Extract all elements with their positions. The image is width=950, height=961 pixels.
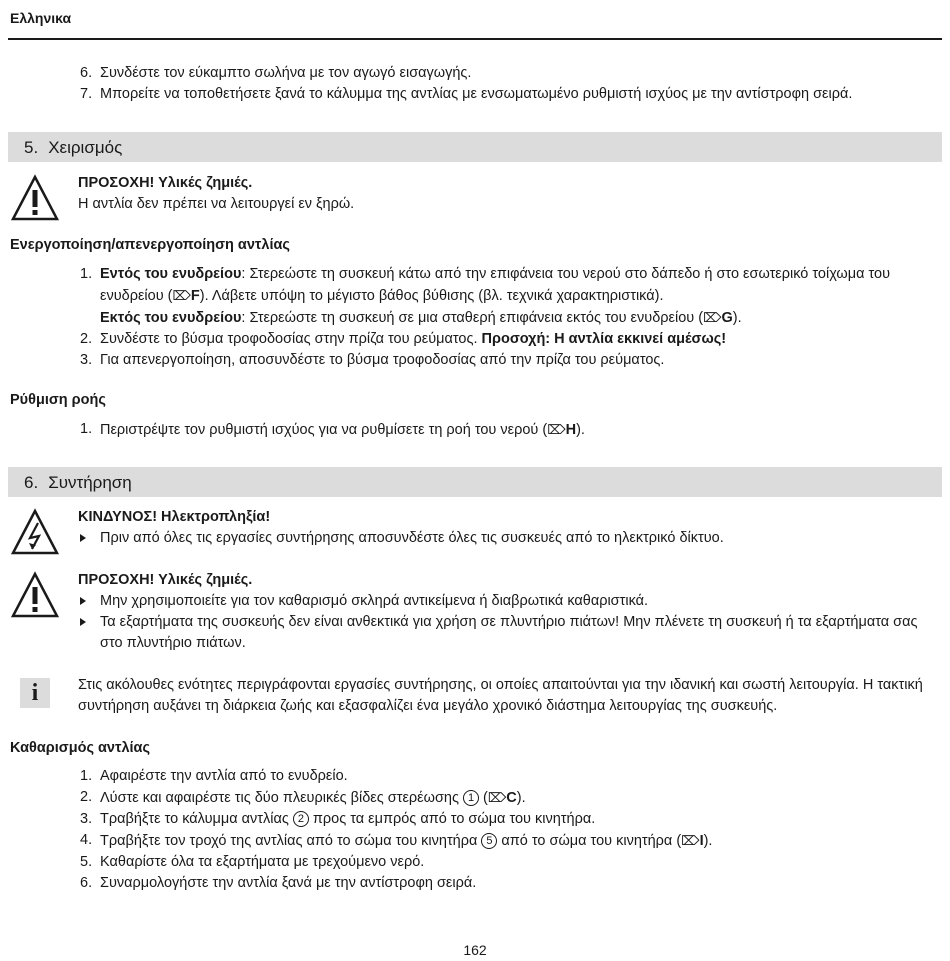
figure-ref-icon: ⌦ [487,790,507,805]
caution-notice [78,570,938,654]
warning-triangle-icon [10,571,60,619]
subheading-flow: Ρύθμιση ροής [10,392,106,408]
electric-shock-warning-icon [10,508,60,556]
figure-ref-icon: ⌦ [703,310,722,325]
subheading-cleaning: Καθαρισμός αντλίας [10,740,151,756]
list-item: 1. Περιστρέψτε τον ρυθμιστή ισχύος για να ρυθμίσετε τη ροή του νερού (⌦H). [80,421,585,438]
danger-title: ΚΙΝΔΥΝΟΣ! Ηλεκτροπληξία! [78,509,271,525]
info-note: Στις ακόλουθες ενότητες περιγράφονται εργασίες συντήρησης, οι οποίες απαιτούνται για την ιδανική και σωστή λειτουργία. Η τακτική συντήρηση αυξάνει τη διάρκεια ζωής και εξασφαλίζει ένα μεγάλο χρονικό διάστημα λειτουργίας της συσκευής. [78,677,923,714]
caution-title: ΠΡΟΣΟΧΗ! Υλικές ζημιές. [78,572,253,588]
warning-triangle-icon [10,174,60,222]
list-item: 4. Τραβήξτε τον τροχό της αντλίας από το σώμα του κινητήρα 5 από το σώμα του κινητήρα (⌦I). [80,832,713,849]
header-rule [8,38,942,40]
list-item: 2. Συνδέστε το βύσμα τροφοδοσίας στην πρίζα του ρεύματος. Προσοχή: Η αντλία εκκινεί αμέσως! [80,331,727,347]
list-item: 6. Συναρμολογήστε την αντλία ξανά με την αντίστροφη σειρά. [80,875,477,891]
list-item: 3. Για απενεργοποίηση, αποσυνδέστε το βύσμα τροφοδοσίας από την πρίζα του ρεύματος. [80,352,665,368]
figure-ref-icon: ⌦ [172,288,191,303]
intro-steps [80,63,940,105]
list-item: 1. Αφαιρέστε την αντλία από το ενυδρείο. [80,768,348,784]
caution-text: Η αντλία δεν πρέπει να λειτουργεί εν ξηρώ. [78,196,355,212]
list-item: 3. Τραβήξτε το κάλυμμα αντλίας 2 προς τα εμπρός από το σώμα του κινητήρα. [80,811,596,827]
figure-ref-icon: ⌦ [681,833,700,848]
page-number: 162 [463,942,487,958]
flow-steps [80,419,940,441]
info-icon: i [20,678,50,708]
list-item: 7. Μπορείτε να τοποθετήσετε ξανά το κάλυμμα της αντλίας με ενσωματωμένο ρυθμιστή ισχύος με την αντίστροφη σειρά. [80,86,853,102]
list-item: 2. Λύστε και αφαιρέστε τις δύο πλευρικές βίδες στερέωσης 1 (⌦C). [80,789,526,806]
on-off-steps [80,264,940,371]
danger-notice [78,507,938,549]
figure-ref-icon: ⌦ [547,422,566,437]
list-item: Τα εξαρτήματα της συσκευής δεν είναι ανθεκτικά για χρήση σε πλυντήριο πιάτων! Μην πλένετε τη συσκευή ή τα εξαρτήματα σας στο πλυντήριο πιάτων. [78,612,938,654]
section-heading-6: 6. Συντήρηση [8,467,942,497]
list-item: 1. Εντός του ενυδρείου: Στερεώστε τη συσκευή κάτω από την επιφάνεια του νερού στο δάπεδο ή στο εσωτερικό τοίχωμα του ενυδρείου (⌦F). Λάβετε υπόψη το μέγιστο βάθος βύθισης (βλ. τεχνικά χαρακτηριστικά). Εκτός του ενυδρείου: Στερεώστε τη συσκευή σε μια σταθερή επιφάνεια εκτός του ενυδρείου (⌦G). [80,266,891,326]
caution-notice [78,173,938,215]
part-number-badge: 1 [463,790,479,806]
part-number-badge: 2 [293,811,309,827]
section-heading-5: 5. Χειρισμός [8,132,942,162]
language-label: Ελληνικα [10,10,72,26]
part-number-badge: 5 [481,833,497,849]
subheading-on-off: Ενεργοποίηση/απενεργοποίηση αντλίας [10,237,290,253]
caution-title: ΠΡΟΣΟΧΗ! Υλικές ζημιές. [78,175,253,191]
list-item: Πριν από όλες τις εργασίες συντήρησης αποσυνδέστε όλες τις συσκευές από το ηλεκτρικό δίκτυο. [78,528,938,549]
list-item: Μην χρησιμοποιείτε για τον καθαρισμό σκληρά αντικείμενα ή διαβρωτικά καθαριστικά. [78,591,938,612]
list-item: 5. Καθαρίστε όλα τα εξαρτήματα με τρεχούμενο νερό. [80,854,425,870]
list-item: 6. Συνδέστε τον εύκαμπτο σωλήνα με τον αγωγό εισαγωγής. [80,65,472,81]
cleaning-steps [80,766,940,894]
